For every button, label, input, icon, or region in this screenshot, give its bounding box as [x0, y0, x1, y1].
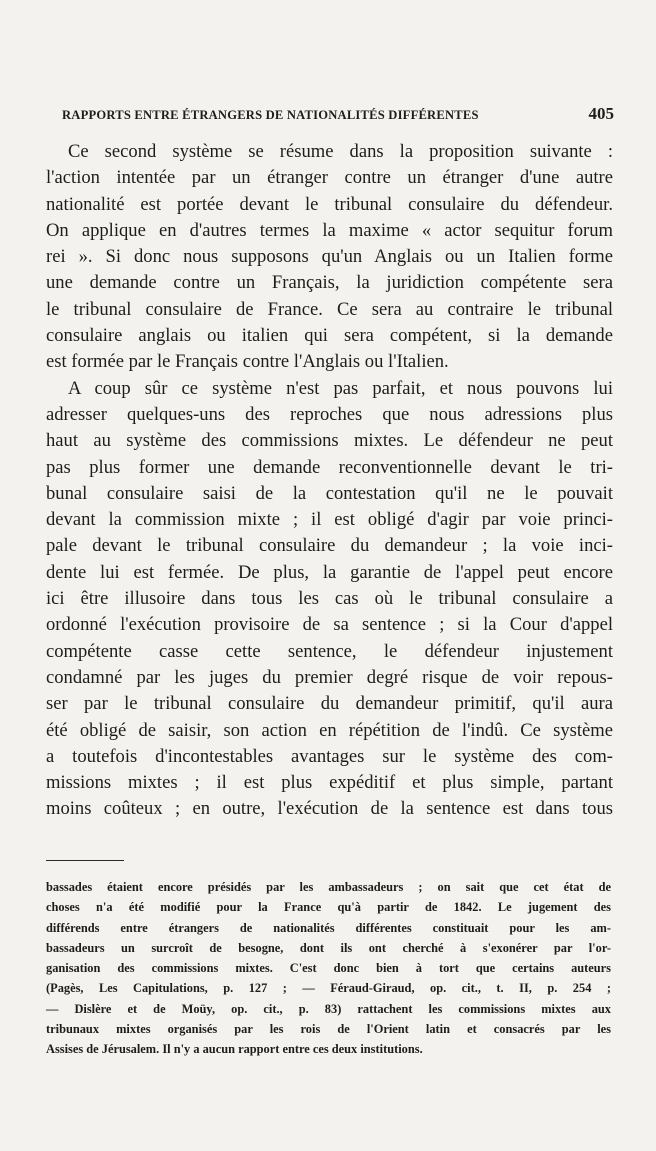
footnote-line: (Pagès, Les Capitulations, p. 127 ; — Féraud-Giraud, op. cit., t. II, p. 254 ;: [46, 981, 611, 996]
body-text-line: une demande contre un Français, la juridiction compétente sera: [46, 272, 613, 294]
page-number: 405: [588, 104, 614, 123]
body-text-line: missions mixtes ; il est plus expéditif et plus simple, partant: [46, 772, 613, 794]
body-text-line: adresser quelques-uns des reproches que nous adressions plus: [46, 403, 613, 425]
body-text-line: a toutefois d'incontestables avantages sur le système des com-: [46, 745, 613, 767]
body-text-line: haut au système des commissions mixtes. Le défendeur ne peut: [46, 430, 613, 452]
body-text-line: devant la commission mixte ; il est obligé d'agir par voie princi-: [46, 509, 613, 531]
footnote: [46, 877, 611, 1060]
body-text-line: rei ». Si donc nous supposons qu'un Anglais ou un Italien forme: [46, 246, 613, 268]
body-text-line: ordonné l'exécution provisoire de sa sentence ; si la Cour d'appel: [46, 614, 613, 636]
body-text-line: l'action intentée par un étranger contre un étranger d'une autre: [46, 167, 613, 189]
body-text-line: le tribunal consulaire de France. Ce sera au contraire le tribunal: [46, 298, 613, 320]
footnote-line: différends entre étrangers de nationalités différentes constituait pour les am-: [46, 920, 611, 935]
footnote-line: Assises de Jérusalem. Il n'y a aucun rapport entre ces deux institutions.: [46, 1042, 423, 1057]
body-text-line: bunal consulaire saisi de la contestation qu'il ne le pouvait: [46, 482, 613, 504]
body-text-line: A coup sûr ce système n'est pas parfait, et nous pouvons lui: [68, 377, 613, 399]
body-text-line: compétente casse cette sentence, le défendeur injustement: [46, 640, 613, 662]
running-title: RAPPORTS ENTRE ÉTRANGERS DE NATIONALITÉS DIFFÉRENTES: [62, 108, 479, 122]
footnote-line: tribunaux mixtes organisés par les rois de l'Orient latin et consacrés par les: [46, 1022, 611, 1037]
body-text-line: pas plus former une demande reconventionnelle devant le tri-: [46, 456, 613, 478]
footnote-line: choses n'a été modifié pour la France qu'à partir de 1842. Le jugement des: [46, 900, 611, 915]
footnote-line: ganisation des commissions mixtes. C'est donc bien à tort que certains auteurs: [46, 961, 611, 976]
body-text-line: condamné par les juges du premier degré risque de voir repous-: [46, 666, 613, 688]
footnote-rule: [46, 860, 124, 861]
footnote-line: bassadeurs un surcroît de besogne, dont ils ont cherché à s'exonérer par l'or-: [46, 940, 611, 955]
body-text-line: dente lui est fermée. De plus, la garantie de l'appel peut encore: [46, 561, 613, 583]
body-text-line: On applique en d'autres termes la maxime « actor sequitur forum: [46, 219, 613, 241]
body-text-line: moins coûteux ; en outre, l'exécution de la sentence est dans tous: [46, 798, 613, 820]
body-text-line: ici être illusoire dans tous les cas où le tribunal consulaire a: [46, 588, 613, 610]
body-text-line: pale devant le tribunal consulaire du demandeur ; la voie inci-: [46, 535, 613, 557]
body-text-line: ser par le tribunal consulaire du demandeur primitif, qu'il aura: [46, 693, 613, 715]
running-head: [62, 104, 614, 124]
footnote-line: bassades étaient encore présidés par les ambassadeurs ; on sait que cet état de: [46, 880, 611, 894]
main-text: [46, 139, 613, 823]
body-text-line: est formée par le Français contre l'Anglais ou l'Italien.: [46, 351, 449, 373]
body-text-line: été obligé de saisir, son action en répétition de l'indû. Ce système: [46, 719, 613, 741]
body-text-line: consulaire anglais ou italien qui sera compétent, si la demande: [46, 325, 613, 347]
body-text-line: Ce second système se résume dans la proposition suivante :: [68, 141, 613, 162]
footnote-line: — Dislère et de Moüy, op. cit., p. 83) rattachent les commissions mixtes aux: [46, 1001, 611, 1016]
body-text-line: nationalité est portée devant le tribunal consulaire du défendeur.: [46, 193, 613, 215]
